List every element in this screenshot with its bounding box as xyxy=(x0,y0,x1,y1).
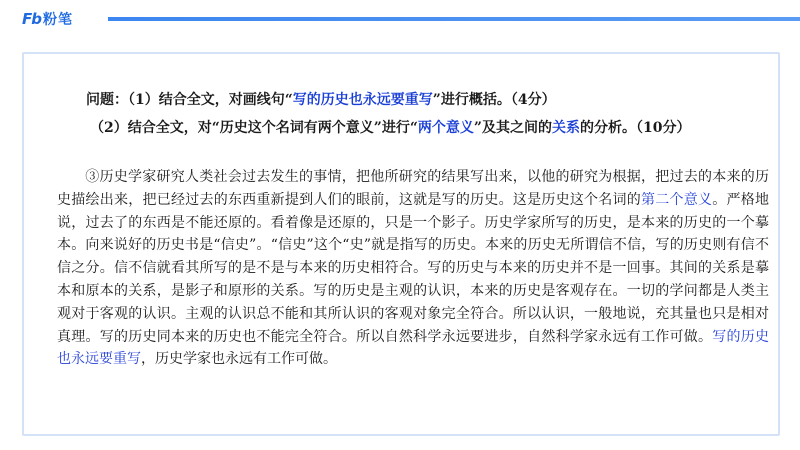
question-1 xyxy=(86,89,766,109)
passage-paragraph xyxy=(57,166,769,371)
passage-underlined-sentence: 写的历史也永远要重写 xyxy=(57,328,770,368)
question-2 xyxy=(90,117,770,137)
question-2-middle: ”及其之间的 xyxy=(473,120,552,136)
passage-part-3: ，历史学家也永远有工作可做。 xyxy=(141,351,337,368)
question-2-highlight-relation: 关系 xyxy=(551,120,580,136)
logo-text: 粉笔 xyxy=(42,12,73,28)
fenbi-logo xyxy=(22,9,73,29)
question-1-suffix: ”进行概括。（4分） xyxy=(432,92,556,108)
header-bar xyxy=(0,0,800,32)
passage-part-1: ③历史学家研究人类社会过去发生的事情，把他所研究的结果写出来，以他的研究为根据，把过去的本来的历史描绘出来，把已经过去的东西重新提到人们的眼前，这就是写的历史。这是历史这个名词的 xyxy=(57,169,769,208)
header-divider-line xyxy=(108,17,800,21)
question-2-prefix: （2）结合全文，对“历史这个名词有两个意义”进行“ xyxy=(90,120,418,136)
question-2-highlight-meanings: 两个意义 xyxy=(417,120,474,136)
question-1-highlight: 写的历史也永远要重写 xyxy=(292,92,433,108)
logo-mark: Fb xyxy=(22,10,41,28)
question-2-suffix: 的分析。（10分） xyxy=(579,120,691,136)
passage-highlight-second-meaning: 第二个意义 xyxy=(641,191,713,208)
question-1-prefix: 问题：（1）结合全文，对画线句“ xyxy=(86,92,293,108)
passage-part-2: 。严格地说，过去了的东西是不能还原的。看着像是还原的，只是一个影子。历史学家所写的历史，是本来的历史的一个摹本。向来说好的历史书是“信史”。“信史”这个“史”就是指写的历史。本来的历史无所谓信不信，写的历史则有信不信之分。信不信就看其所写的是不是与本来的历史相符合。写的历史与本来的历史并不是一回事。其间的关系是摹本和原本的关系，是影子和原形的关系。写的历史是主观的认识，本来的历史是客观存在。一切的学问都是人类主观对于客观的认识。主观的认识总不能和其所认识的客观对象完全符合。所以认识，一般地说，充其量也只是相对真理。写的历史同本来的历史也不能完全符合。所以自然科学永远要进步，自然科学家永远有工作可做。 xyxy=(57,191,770,345)
